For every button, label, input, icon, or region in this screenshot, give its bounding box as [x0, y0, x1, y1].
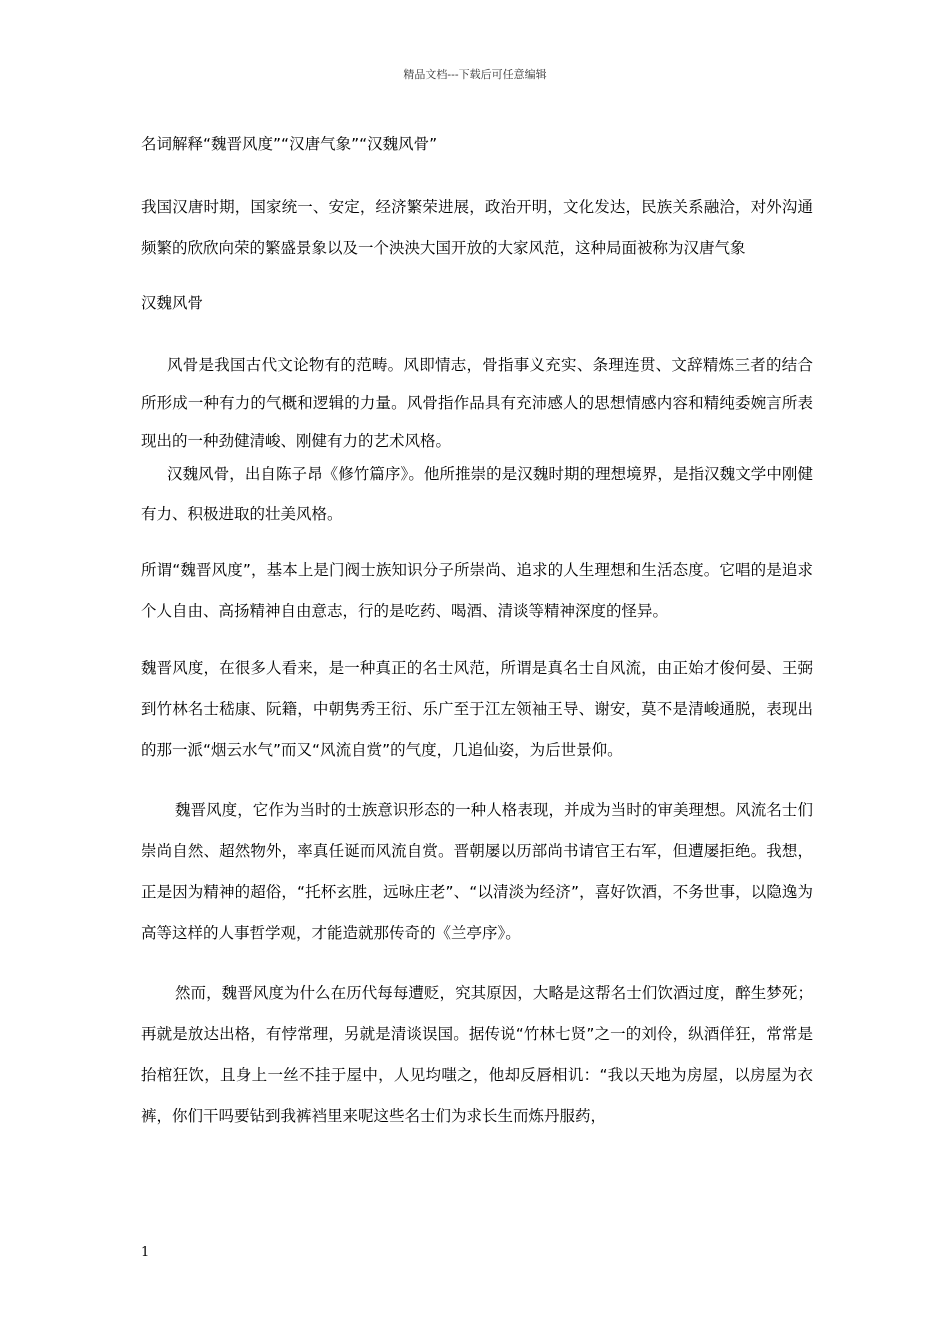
- document-title: 名词解释“魏晋风度”“汉唐气象”“汉魏风骨”: [141, 135, 438, 153]
- paragraph-wei-jin-aesthetic: 魏晋风度，它作为当时的士族意识形态的一种人格表现，并成为当时的审美理想。风流名士们崇尚自然、超然物外，率真任诞而风流自赏。晋朝屡以历部尚书请官王右军，但遭屡拒绝。我想，正是因为精神的超俗，“托杯玄胜，远咏庄老”、“以清淡为经济”，喜好饮酒，不务世事，以隐逸为高等这样的人事哲学观，才能造就那传奇的《兰亭序》。: [141, 801, 813, 942]
- paragraph-han-tang: 我国汉唐时期，国家统一、安定，经济繁荣进展，政治开明，文化发达，民族关系融洽，对外沟通频繁的欣欣向荣的繁盛景象以及一个泱泱大国开放的大家风范，这种局面被称为汉唐气象: [141, 198, 813, 257]
- paragraph-wei-jin-criticism: 然而，魏晋风度为什么在历代每每遭贬，究其原因，大略是这帮名士们饮酒过度，醉生梦死；再就是放达出格，有悖常理，另就是清谈误国。据传说“竹林七贤”之一的刘伶，纵酒佯狂，常常是抬棺狂饮，且身上一丝不挂于屋中，人见均嗤之，他却反唇相讥：“我以天地为房屋，以房屋为衣裤，你们干吗要钻到我裤裆里来呢这些名士们为求长生而炼丹服药，: [141, 984, 813, 1125]
- paragraph-fenggu: 风骨是我国古代文论物有的范畴。风即情志，骨指事义充实、条理连贯、文辞精炼三者的结合所形成一种有力的气概和逻辑的力量。风骨指作品具有充沛感人的思想情感内容和精纯委婉言所表现出的一种劲健清峻、刚健有力的艺术风格。: [141, 356, 813, 450]
- section-heading-han-wei: 汉魏风骨: [141, 294, 204, 312]
- page-number: 1: [141, 1245, 150, 1260]
- document-body: [141, 124, 813, 1137]
- page-header: 精品文档---下载后可任意编辑: [403, 68, 547, 81]
- paragraph-wei-jin-mingshi: 魏晋风度，在很多人看来，是一种真正的名士风范，所谓是真名士自风流，由正始才俊何晏、王弼到竹林名士嵇康、阮籍，中朝隽秀王衍、乐广至于江左领袖王导、谢安，莫不是清峻通脱，表现出的那一派“烟云水气”而又“风流自赏”的气度，几追仙姿，为后世景仰。: [141, 659, 813, 759]
- paragraph-han-wei-fenggu: 汉魏风骨，出自陈子昂《修竹篇序》。他所推崇的是汉魏时期的理想境界，是指汉魏文学中刚健有力、积极进取的壮美风格。: [141, 465, 813, 523]
- paragraph-wei-jin-definition: 所谓“魏晋风度”，基本上是门阀士族知识分子所崇尚、追求的人生理想和生活态度。它唱的是追求个人自由、高扬精神自由意志，行的是吃药、喝酒、清谈等精神深度的怪异。: [141, 561, 813, 620]
